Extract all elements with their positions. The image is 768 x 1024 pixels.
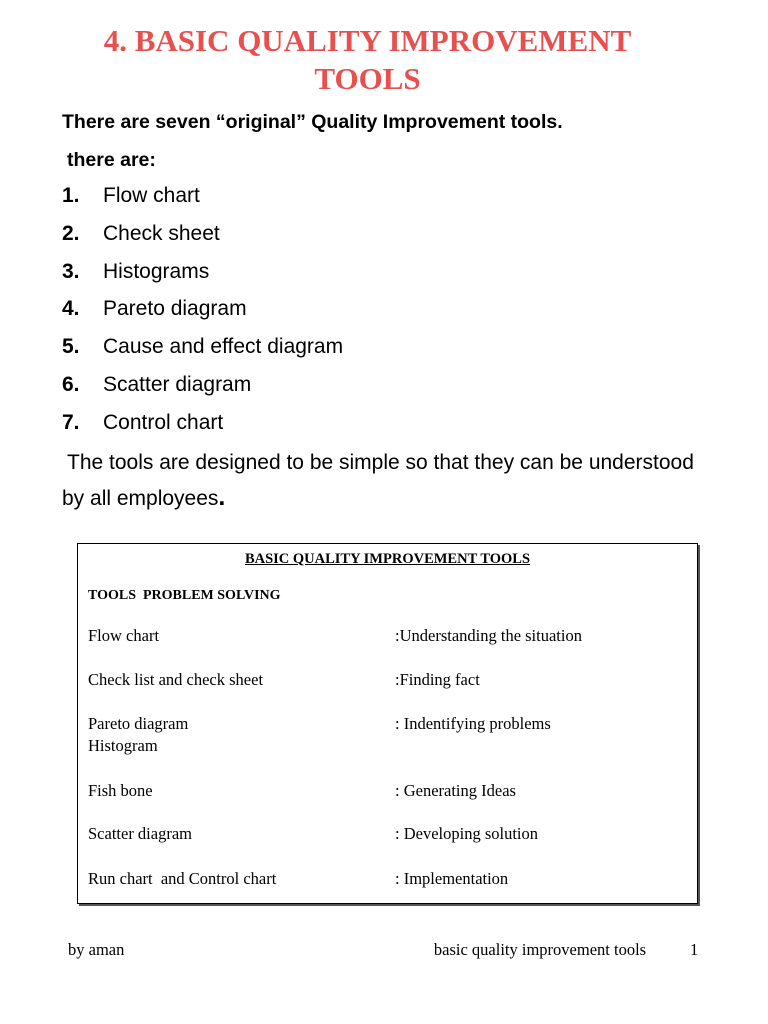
box-column-header: TOOLS PROBLEM SOLVING: [88, 588, 281, 603]
list-item-number: 3.: [62, 259, 80, 283]
list-item: [62, 219, 343, 257]
note-text: The tools are designed to be simple so that they can be understood by all employees: [62, 451, 694, 510]
list-item: [62, 408, 343, 446]
tool-name: Fish bone: [88, 781, 153, 800]
note-paragraph: [62, 446, 702, 516]
list-item-label: Scatter diagram: [103, 372, 252, 396]
list-item: [62, 181, 343, 219]
tool-list: [62, 181, 343, 446]
list-item: [62, 370, 343, 408]
footer-author: by aman: [68, 940, 125, 959]
tool-name: Pareto diagram Histogram: [88, 714, 189, 755]
page-title-line-1: 4. BASIC QUALITY IMPROVEMENT: [103, 23, 632, 58]
footer-page-number: 1: [690, 940, 699, 959]
tool-purpose: : Generating Ideas: [395, 781, 516, 800]
page-title-line-2: TOOLS: [314, 61, 421, 96]
list-item-number: 1.: [62, 184, 80, 207]
tool-purpose: :Understanding the situation: [395, 626, 582, 645]
tool-purpose: : Indentifying problems: [395, 714, 551, 733]
tools-summary-box: [77, 543, 698, 904]
tool-name: Check list and check sheet: [88, 670, 264, 689]
list-item-label: Pareto diagram: [103, 297, 247, 321]
list-item-label: Histograms: [103, 259, 210, 283]
tool-purpose: : Developing solution: [395, 824, 538, 843]
box-title: BASIC QUALITY IMPROVEMENT TOOLS: [244, 551, 531, 567]
list-item-number: 6.: [62, 372, 80, 396]
list-item: [62, 332, 343, 370]
list-item-number: 7.: [62, 410, 80, 434]
page-title: [0, 22, 735, 98]
list-item-number: 2.: [62, 221, 80, 245]
tool-purpose: :Finding fact: [395, 670, 480, 689]
list-item-label: Control chart: [103, 410, 224, 434]
subintro-text: there are:: [67, 149, 156, 171]
list-item: [62, 257, 343, 295]
note-period: .: [218, 483, 226, 511]
intro-text: There are seven “original” Quality Improvement tools.: [62, 111, 563, 133]
tool-purpose: : Implementation: [395, 869, 509, 888]
list-item-number: 5.: [62, 335, 80, 359]
tool-name: Flow chart: [88, 626, 160, 645]
tool-name: Scatter diagram: [88, 824, 192, 843]
list-item-label: Flow chart: [103, 184, 200, 207]
list-item: [62, 294, 343, 332]
list-item-label: Cause and effect diagram: [103, 335, 344, 359]
tool-name: Run chart and Control chart: [88, 869, 277, 888]
footer-document-title: basic quality improvement tools: [433, 940, 647, 959]
list-item-label: Check sheet: [103, 221, 220, 245]
list-item-number: 4.: [62, 297, 80, 321]
